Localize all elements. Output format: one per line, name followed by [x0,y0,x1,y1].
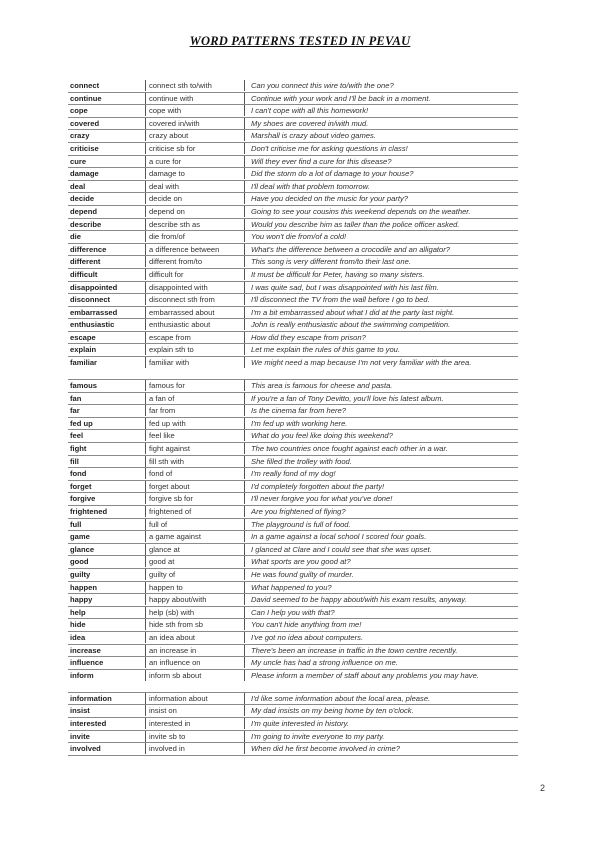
row-example: Will they ever find a cure for this disease? [251,156,392,166]
row-example: You can't hide anything from me! [251,620,362,630]
table-row [68,657,518,670]
row-pattern: full of [145,519,245,530]
row-word: difficult [70,269,98,279]
row-pattern: inform sb about [145,670,245,681]
table-row [68,231,518,244]
table-row [68,531,518,544]
row-example: The playground is full of food. [251,519,351,529]
table-row [68,357,518,380]
table-row [68,582,518,595]
row-pattern: forget about [145,481,245,492]
row-example: How did they escape from prison? [251,332,366,342]
row-example: I'm a bit embarrassed about what I did at the party last night. [251,307,455,317]
row-word: happen [70,582,98,592]
row-pattern: a cure for [145,156,245,167]
row-example: I'd completely forgotten about the party! [251,481,385,491]
row-example: I'd like some information about the local area, please. [251,693,431,703]
row-word: familiar [70,358,98,368]
row-example: Have you decided on the music for your party? [251,194,409,204]
row-pattern: famous for [145,380,245,391]
row-word: difference [70,244,107,254]
row-pattern: happy about/with [145,594,245,605]
row-word: explain [70,345,97,355]
row-example: What happened to you? [251,582,332,592]
row-example: This song is very different from/to their last one. [251,257,411,267]
row-example: What's the difference between a crocodile and an alligator? [251,244,451,254]
table-row [68,294,518,307]
table-row [68,632,518,645]
row-pattern: escape from [145,332,245,343]
row-word: escape [70,332,96,342]
table-row [68,269,518,282]
table-row [68,418,518,431]
table-row [68,743,518,756]
table-row [68,405,518,418]
row-example: In a game against a local school I scored four goals. [251,532,427,542]
row-word: deal [70,181,86,191]
row-example: It must be difficult for Peter, having so many sisters. [251,269,425,279]
row-word: different [70,257,101,267]
table-row [68,80,518,93]
row-pattern: involved in [145,743,245,754]
row-word: fed up [70,418,93,428]
row-word: forget [70,481,92,491]
row-example: Did the storm do a lot of damage to your house? [251,169,414,179]
table-row [68,506,518,519]
row-word: happy [70,595,93,605]
row-word: fan [70,393,82,403]
row-word: help [70,607,86,617]
row-word: interested [70,718,107,728]
row-pattern: covered in/with [145,118,245,129]
row-example: My dad insists on my being home by ten o'clock. [251,706,414,716]
page-title: WORD PATTERNS TESTED IN PEVAU [189,34,411,48]
row-pattern: difficult for [145,269,245,280]
row-pattern: a difference between [145,244,245,255]
row-example: Can you connect this wire to/with the one? [251,81,394,90]
table-row [68,344,518,357]
table-row [68,219,518,232]
table-row [68,670,518,693]
row-pattern: enthusiastic about [145,319,245,330]
row-example: Are you frightened of flying? [251,507,346,516]
table-row [68,118,518,131]
row-example: I'm quite interested in history. [251,718,349,728]
row-word: die [70,232,81,242]
row-word: forgive [70,494,96,504]
row-pattern: far from [145,405,245,416]
table-row [68,282,518,295]
table-row [68,705,518,718]
row-pattern: describe sth as [145,219,245,230]
row-pattern: insist on [145,705,245,716]
row-pattern: die from/of [145,231,245,242]
page-number: 2 [540,783,546,793]
row-pattern: deal with [145,181,245,192]
row-word: hide [70,620,86,630]
word-patterns-table [68,80,518,756]
row-word: cure [70,156,87,166]
table-row [68,556,518,569]
table-row [68,519,518,532]
row-pattern: criticise sb for [145,143,245,154]
row-example: What do you feel like doing this weekend? [251,431,393,441]
row-word: feel [70,431,84,441]
row-pattern: continue with [145,93,245,104]
row-example: I can't cope with all this homework! [251,106,369,116]
row-pattern: an increase in [145,645,245,656]
table-row [68,393,518,406]
row-example: Marshall is crazy about video games. [251,131,376,141]
row-example: She filled the trolley with food. [251,456,352,466]
row-pattern: fed up with [145,418,245,429]
row-word: fight [70,444,87,454]
row-example: The two countries once fought against each other in a war. [251,444,448,454]
row-example: If you're a fan of Tony Devitto, you'll love his latest album. [251,393,444,403]
table-row [68,481,518,494]
table-row [68,206,518,219]
row-pattern: forgive sb for [145,493,245,504]
row-word: increase [70,645,101,655]
row-word: idea [70,632,86,642]
row-pattern: interested in [145,718,245,729]
row-word: insist [70,706,90,716]
row-word: disconnect [70,295,111,305]
row-example: I'm fed up with working here. [251,418,348,428]
row-example: I'll deal with that problem tomorrow. [251,181,370,191]
table-row [68,319,518,332]
table-row [68,443,518,456]
row-example: What sports are you good at? [251,557,351,567]
row-pattern: familiar with [145,357,245,368]
row-pattern: invite sb to [145,731,245,742]
row-word: embarrassed [70,307,118,317]
row-pattern: explain sth to [145,344,245,355]
row-word: influence [70,658,104,668]
row-pattern: different from/to [145,256,245,267]
row-pattern: embarrassed about [145,307,245,318]
table-row [68,168,518,181]
row-word: continue [70,93,102,103]
row-pattern: connect sth to/with [145,80,245,91]
row-pattern: an influence on [145,657,245,668]
row-word: glance [70,544,95,554]
row-example: I'll never forgive you for what you've done! [251,494,393,504]
table-row [68,430,518,443]
table-row [68,93,518,106]
row-example: Let me explain the rules of this game to you. [251,345,401,355]
row-example: Is the cinema far from here? [251,406,346,416]
row-word: inform [70,670,94,680]
row-pattern: a fan of [145,393,245,404]
row-example: I'm going to invite everyone to my party. [251,731,385,741]
row-pattern: fight against [145,443,245,454]
table-row [68,380,518,393]
table-row [68,493,518,506]
row-example: This area is famous for cheese and pasta. [251,381,393,391]
table-row [68,332,518,345]
row-pattern: feel like [145,430,245,441]
row-example: Would you describe him as taller than the police officer asked. [251,219,460,229]
row-pattern: disconnect sth from [145,294,245,305]
row-example: I glanced at Clare and I could see that she was upset. [251,544,432,554]
table-row [68,468,518,481]
row-example: I'm really fond of my dog! [251,469,336,479]
row-word: describe [70,219,102,229]
row-example: I'll disconnect the TV from the wall before I go to bed. [251,295,430,305]
row-example: Continue with your work and I'll be back in a moment. [251,93,431,103]
row-pattern: fill sth with [145,456,245,467]
row-word: fond [70,469,87,479]
table-row [68,143,518,156]
row-word: damage [70,169,99,179]
row-word: crazy [70,131,90,141]
row-example: David seemed to be happy about/with his exam results, anyway. [251,595,467,605]
table-row [68,181,518,194]
row-pattern: hide sth from sb [145,619,245,630]
table-row [68,244,518,257]
row-word: disappointed [70,282,118,292]
row-word: good [70,557,89,567]
table-row [68,718,518,731]
row-word: connect [70,81,100,90]
row-example: When did he first become involved in crime? [251,744,400,754]
row-pattern: crazy about [145,130,245,141]
table-row [68,307,518,320]
table-row [68,607,518,620]
row-word: full [70,519,82,529]
row-word: covered [70,118,100,128]
row-pattern: frightened of [145,506,245,517]
row-example: My uncle has had a strong influence on me. [251,658,398,668]
row-word: fill [70,456,79,466]
row-example: I was quite sad, but I was disappointed with his last film. [251,282,439,292]
row-example: John is really enthusiastic about the swimming competition. [251,320,451,330]
row-example: Going to see your cousins this weekend depends on the weather. [251,206,471,216]
table-row [68,645,518,658]
row-pattern: cope with [145,105,245,116]
row-word: famous [70,381,98,391]
table-row [68,544,518,557]
table-row [68,156,518,169]
row-pattern: decide on [145,193,245,204]
row-word: far [70,406,80,416]
table-row [68,594,518,607]
row-pattern: help (sb) with [145,607,245,618]
row-word: criticise [70,143,99,153]
row-word: invite [70,731,90,741]
row-word: decide [70,194,95,204]
row-pattern: good at [145,556,245,567]
row-pattern: depend on [145,206,245,217]
row-word: game [70,532,90,542]
row-word: guilty [70,569,91,579]
row-example: Can I help you with that? [251,607,335,617]
row-pattern: a game against [145,531,245,542]
table-row [68,456,518,469]
table-row [68,256,518,269]
row-pattern: information about [145,693,245,704]
row-word: enthusiastic [70,320,115,330]
row-pattern: guilty of [145,569,245,580]
row-pattern: happen to [145,582,245,593]
row-word: information [70,693,112,703]
table-row [68,569,518,582]
row-pattern: disappointed with [145,282,245,293]
row-example: He was found guilty of murder. [251,569,354,579]
row-word: involved [70,744,101,754]
row-pattern: fond of [145,468,245,479]
table-row [68,731,518,744]
row-example: There's been an increase in traffic in the town centre recently. [251,645,458,655]
row-word: cope [70,106,88,116]
table-row [68,130,518,143]
row-word: depend [70,206,98,216]
row-example: You won't die from/of a cold! [251,232,347,242]
row-example: I've got no idea about computers. [251,632,364,642]
row-example: Don't criticise me for asking questions in class! [251,143,408,153]
row-word: frightened [70,507,108,516]
row-pattern: an idea about [145,632,245,643]
row-pattern: damage to [145,168,245,179]
row-example: We might need a map because I'm not very familiar with the area. [251,358,472,368]
row-pattern: glance at [145,544,245,555]
table-row [68,693,518,706]
table-row [68,193,518,206]
table-row [68,619,518,632]
row-example: Please inform a member of staff about any problems you may have. [251,670,479,680]
table-row [68,105,518,118]
row-example: My shoes are covered in/with mud. [251,118,369,128]
